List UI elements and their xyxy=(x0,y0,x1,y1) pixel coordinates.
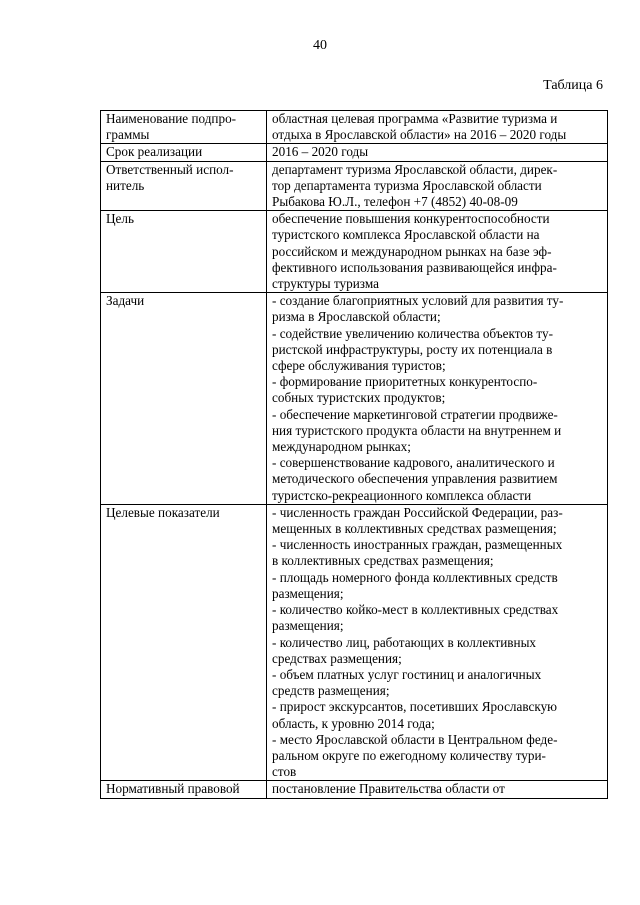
value-line: - содействие увеличению количества объектов ту- xyxy=(272,325,553,341)
table-row xyxy=(101,144,608,161)
value-line: - численность граждан Российской Федерации, раз- xyxy=(272,504,563,520)
table-row xyxy=(101,293,608,505)
value-line: международном рынках; xyxy=(272,439,411,455)
row-value xyxy=(267,781,608,798)
value-line: - количество койко-мест в коллективных средствах xyxy=(272,602,559,618)
value-line: тор департамента туризма Ярославской области xyxy=(272,177,542,193)
row-value xyxy=(267,211,608,293)
row-value xyxy=(267,293,608,505)
value-line: - место Ярославской области в Центральном феде- xyxy=(272,731,558,747)
value-line: 2016 – 2020 годы xyxy=(272,144,369,160)
row-label: Срок реализации xyxy=(101,144,267,161)
value-line: - совершенствование кадрового, аналитического и xyxy=(272,455,555,471)
value-line: ризма в Ярославской области; xyxy=(272,309,441,325)
value-line: методического обеспечения управления развитием xyxy=(272,471,558,487)
row-value xyxy=(267,161,608,211)
value-line: собных туристских продуктов; xyxy=(272,390,446,406)
value-line: российском и международном рынках на базе эф- xyxy=(272,243,552,259)
row-value xyxy=(267,504,608,780)
value-line: Рыбакова Ю.Л., телефон +7 (4852) 40-08-09 xyxy=(272,194,518,210)
page-number: 40 xyxy=(313,38,327,53)
row-label: Цель xyxy=(101,211,267,293)
row-value xyxy=(267,144,608,161)
value-line: ристской инфраструктуры, росту их потенциала в xyxy=(272,341,553,357)
table-row xyxy=(101,211,608,293)
value-line: - обеспечение маркетинговой стратегии продвиже- xyxy=(272,406,558,422)
value-line: департамент туризма Ярославской области, дирек- xyxy=(272,161,558,177)
value-line: стов xyxy=(272,764,297,780)
value-line: отдыха в Ярославской области» на 2016 – 2020 годы xyxy=(272,127,567,143)
table-row xyxy=(101,781,608,798)
table-row xyxy=(101,504,608,780)
row-label: Целевые показатели xyxy=(101,504,267,780)
value-line: фективного использования развивающейся инфра- xyxy=(272,259,557,275)
value-line: туристско-рекреационного комплекса области xyxy=(272,487,532,503)
value-line: сфере обслуживания туристов; xyxy=(272,358,446,374)
value-line: размещения; xyxy=(272,618,344,634)
table-body xyxy=(101,111,608,799)
value-line: ния туристского продукта области на внутреннем и xyxy=(272,422,562,438)
value-line: - формирование приоритетных конкурентоспо- xyxy=(272,374,538,390)
value-line: - прирост экскурсантов, посетивших Ярославскую xyxy=(272,699,558,715)
table-caption: Таблица 6 xyxy=(543,78,603,93)
value-line: - численность иностранных граждан, размещенных xyxy=(272,537,563,553)
table-row xyxy=(101,111,608,144)
value-line: областная целевая программа «Развитие туризма и xyxy=(272,111,558,126)
table-row xyxy=(101,161,608,211)
value-line: средств размещения; xyxy=(272,683,390,699)
value-line: мещенных в коллективных средствах размещения; xyxy=(272,521,557,537)
value-line: обеспечение повышения конкурентоспособности xyxy=(272,211,550,227)
value-line: - площадь номерного фонда коллективных средств xyxy=(272,569,558,585)
value-line: в коллективных средствах размещения; xyxy=(272,553,494,569)
value-line: ральном округе по ежегодному количеству тури- xyxy=(272,747,546,763)
value-line: область, к уровню 2014 года; xyxy=(272,715,435,731)
row-value xyxy=(267,111,608,144)
value-line: - количество лиц, работающих в коллективных xyxy=(272,634,537,650)
row-label: Ответственный испол- нитель xyxy=(101,161,267,211)
row-label: Задачи xyxy=(101,293,267,505)
value-line: туристского комплекса Ярославской области на xyxy=(272,227,540,243)
program-passport-table xyxy=(100,110,608,799)
value-line: размещения; xyxy=(272,585,344,601)
value-line: средствах размещения; xyxy=(272,650,402,666)
value-line: постановление Правительства области от xyxy=(272,781,505,797)
value-line: - объем платных услуг гостиниц и аналогичных xyxy=(272,666,542,682)
value-line: структуры туризма xyxy=(272,276,379,292)
row-label: Наименование подпро- граммы xyxy=(101,111,267,144)
row-label: Нормативный правовой xyxy=(101,781,267,798)
value-line: - создание благоприятных условий для развития ту- xyxy=(272,293,564,309)
